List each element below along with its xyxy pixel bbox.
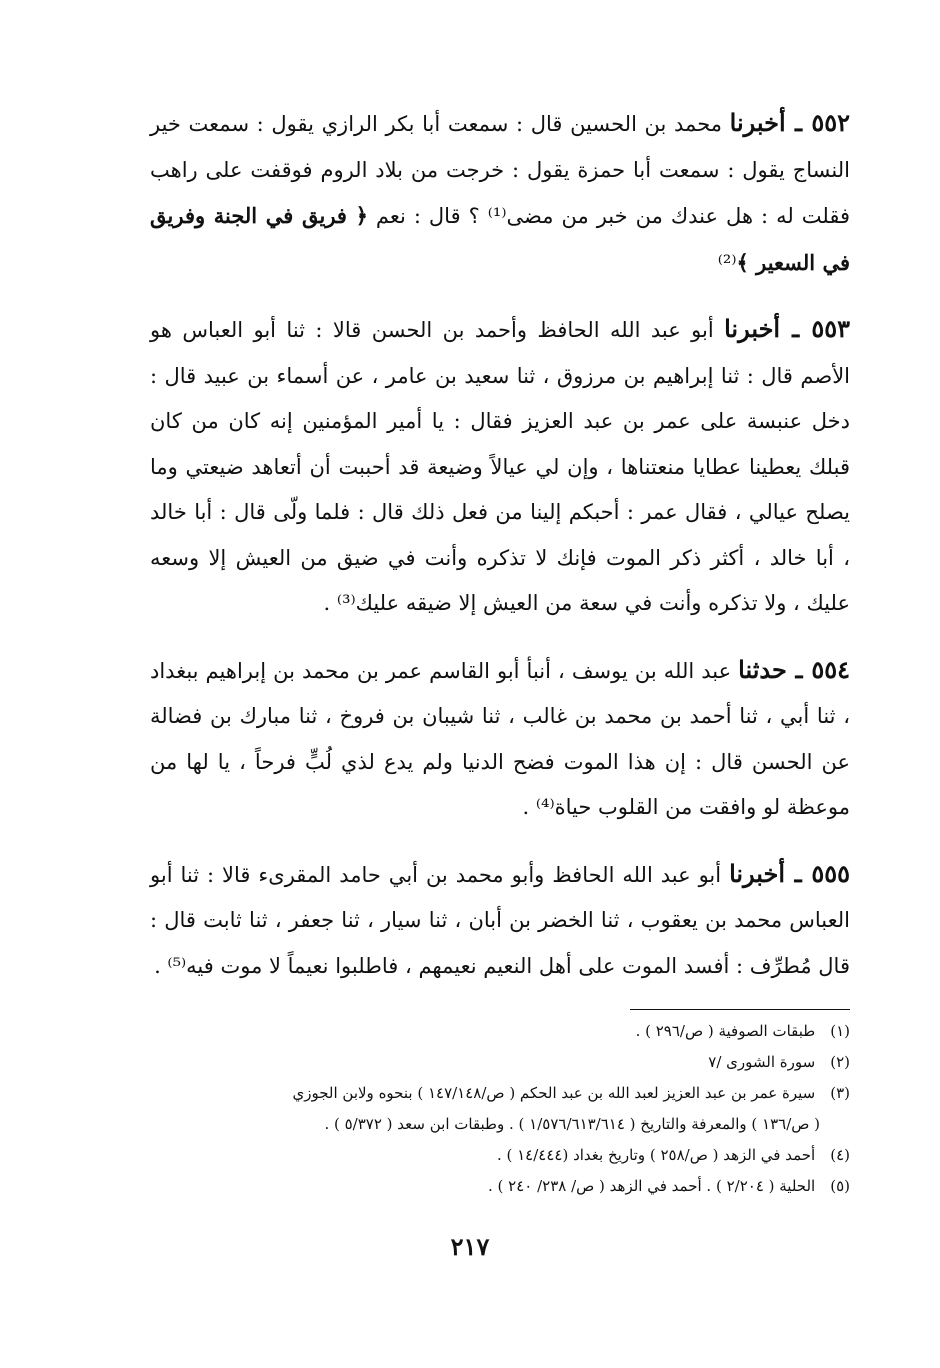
- footnotes: [150, 1016, 850, 1202]
- footnote-number: (٤): [830, 1146, 850, 1164]
- footnote-4: [150, 1140, 850, 1171]
- footnote-number: (٥): [830, 1177, 850, 1195]
- entry-text-552: محمد بن الحسين قال : سمعت أبا بكر الرازي يقول : سمعت خير النساج يقول : سمعت أبا حمزة يقول : خرجت من بلاد الروم فوقفت على راهب فقلت له : هل عندك من خبر من مضى⁽¹⁾ ؟ قال : نعم: [150, 112, 850, 228]
- footnote-text: سيرة عمر بن عبد العزيز لعبد الله بن عبد الحكم ( ص/١٤٧/١٤٨ ) بنحوه ولابن الجوزي: [292, 1084, 816, 1102]
- footnote-number: (١): [830, 1022, 850, 1040]
- entry-number-552: ٥٥٢ ـ أخبرنا: [729, 108, 850, 137]
- entry-text-554: عبد الله بن يوسف ، أنبأ أبو القاسم عمر بن محمد بن إبراهيم ببغداد ، ثنا أبي ، ثنا أحمد بن محمد بن غالب ، ثنا شيبان بن فروخ ، ثنا مبارك بن فضالة عن الحسن قال : إن هذا الموت فضح الدنيا ولم يدع لذي لُبٍّ فرحاً ، يا لها من موعظة لو وافقت من القلوب حياة⁽⁴⁾ .: [150, 658, 850, 819]
- footnote-divider: [630, 1009, 850, 1010]
- footnote-3-continued: [150, 1109, 850, 1140]
- footnote-text: سورة الشورى /٧: [708, 1053, 816, 1071]
- footnote-1: [150, 1016, 850, 1047]
- footnote-marker: ⁽²⁾: [717, 250, 737, 275]
- footnote-number: (٢): [830, 1053, 850, 1071]
- page-number: ٢١٧: [450, 1232, 490, 1261]
- entry-555: [150, 851, 850, 990]
- footnote-2: [150, 1047, 850, 1078]
- entry-text-553: أبو عبد الله الحافظ وأحمد بن الحسن قالا : ثنا أبو العباس هو الأصم قال : ثنا إبراهيم بن مرزوق ، ثنا سعيد بن عامر ، عن أسماء بن عبيد قال : دخل عنبسة على عمر بن عبد العزيز فقال : يا أمير المؤمنين إنه كان من كان قبلك يعطينا عطايا منعتناها ، وإن لي عيالاً وضيعة قد أحببت أن أتعاهد ضيعتي وما يصلح عيالي ، فقال عمر : أحبكم إلينا من فعل ذلك قال : فلما ولّى قال : أبا خالد ، أبا خالد ، أكثر ذكر الموت فإنك لا تذكره وأنت في ضيق من العيش إلا وسعه عليك ، ولا تذكره وأنت في سعة من العيش إلا ضيقه عليك⁽³⁾ .: [150, 318, 850, 615]
- entry-554: [150, 647, 850, 831]
- entry-553: [150, 306, 850, 627]
- entry-552: [150, 100, 850, 286]
- entry-number-553: ٥٥٣ ـ أخبرنا: [724, 314, 850, 343]
- footnote-text: ( ص/١٣٦ ) والمعرفة والتاريخ ( ١/٥٧٦/٦١٣/٦١٤ ) . وطبقات ابن سعد ( ٥/٣٧٢ ) .: [324, 1115, 820, 1133]
- footnote-text: طبقات الصوفية ( ص/٢٩٦ ) .: [635, 1022, 816, 1040]
- footnote-3: [150, 1078, 850, 1109]
- entry-number-554: ٥٥٤ ـ حدثنا: [738, 654, 850, 684]
- page-body: [150, 100, 850, 1202]
- quran-verse: ﴿ فريق في الجنة وفريق في السعير ﴾: [150, 203, 850, 275]
- footnote-5: [150, 1171, 850, 1202]
- entry-text-555: أبو عبد الله الحافظ وأبو محمد بن أبي حامد المقرىء قالا : ثنا أبو العباس محمد بن يعقوب ، ثنا الخضر بن أبان ، ثنا سيار ، ثنا جعفر ، ثنا ثابت قال : قال مُطرِّف : أفسد الموت على أهل النعيم نعيمهم ، فاطلبوا نعيماً لا موت فيه⁽⁵⁾ .: [150, 862, 850, 978]
- footnote-number: (٣): [830, 1084, 850, 1102]
- entry-number-555: ٥٥٥ ـ أخبرنا: [729, 858, 850, 888]
- footnote-text: أحمد في الزهد ( ص/٢٥٨ ) وتاريخ بغداد (١٤/٤٤٤ ) .: [496, 1146, 816, 1164]
- footnote-text: الحلية ( ٢/٢٠٤ ) . أحمد في الزهد ( ص/ ٢٣٨/ ٢٤٠ ) .: [488, 1177, 816, 1195]
